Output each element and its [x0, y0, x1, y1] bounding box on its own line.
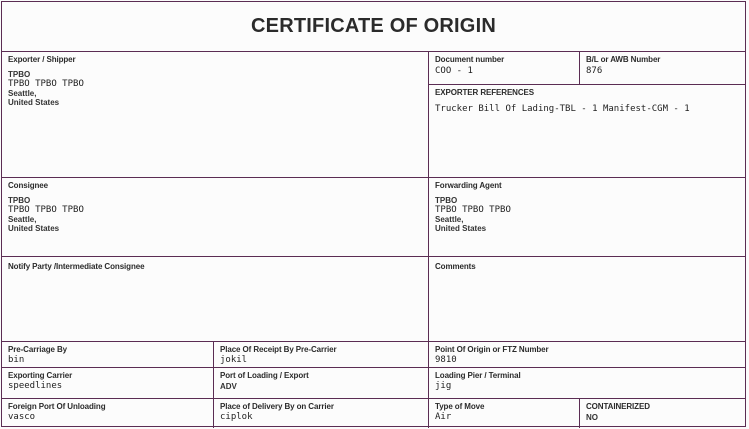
- forwarding-agent-country: United States: [435, 224, 487, 233]
- exporter-city: Seattle,: [8, 89, 37, 98]
- exporting-carrier-label: Exporting Carrier: [8, 371, 73, 380]
- foreign-port-section: [2, 399, 213, 428]
- forwarding-agent-section: [429, 178, 745, 256]
- foreign-port-label: Foreign Port Of Unloading: [8, 402, 106, 411]
- type-of-move-section: [429, 399, 579, 428]
- consignee-city: Seattle,: [8, 215, 37, 224]
- exporter-references-value: Trucker Bill Of Lading-TBL - 1 Manifest-CGM - 1: [435, 104, 690, 114]
- document-number-label: Document number: [435, 55, 505, 64]
- place-of-delivery-value: ciplok: [220, 412, 253, 422]
- consignee-section: [2, 178, 428, 256]
- consignee-name: TPBO: [8, 196, 31, 205]
- containerized-label: CONTAINERIZED: [586, 402, 650, 411]
- forwarding-agent-label: Forwarding Agent: [435, 181, 502, 190]
- document-number-value: COO - 1: [435, 66, 473, 76]
- point-of-origin-label: Point Of Origin or FTZ Number: [435, 345, 549, 354]
- pre-carriage-label: Pre-Carriage By: [8, 345, 67, 354]
- bl-number-value: 876: [586, 66, 603, 76]
- foreign-port-value: vasco: [8, 412, 36, 422]
- loading-pier-value: jig: [435, 381, 452, 391]
- exporter-references-label: EXPORTER REFERENCES: [435, 88, 535, 97]
- document-number-section: [429, 52, 579, 84]
- exporter-label: Exporter / Shipper: [8, 55, 76, 64]
- loading-pier-section: [429, 368, 745, 398]
- type-of-move-value: Air: [435, 412, 452, 422]
- bl-number-label: B/L or AWB Number: [586, 55, 661, 64]
- place-of-receipt-section: [214, 342, 428, 367]
- exporter-address: TPBO TPBO TPBO: [8, 79, 84, 89]
- containerized-value: NO: [586, 413, 598, 422]
- exporting-carrier-value: speedlines: [8, 381, 63, 391]
- exporter-references-section: [429, 85, 745, 177]
- containerized-section: [580, 399, 745, 428]
- pre-carriage-section: [2, 342, 213, 367]
- forwarding-agent-city: Seattle,: [435, 215, 464, 224]
- pre-carriage-value: bin: [8, 355, 25, 365]
- notify-party-label: Notify Party /Intermediate Consignee: [8, 262, 145, 271]
- port-of-loading-label: Port of Loading / Export: [220, 371, 309, 380]
- point-of-origin-section: [429, 342, 745, 367]
- notify-party-section: [2, 257, 428, 341]
- comments-label: Comments: [435, 262, 476, 271]
- exporter-section: [2, 52, 428, 177]
- consignee-country: United States: [8, 224, 60, 233]
- exporter-country: United States: [8, 98, 60, 107]
- exporting-carrier-section: [2, 368, 213, 398]
- point-of-origin-value: 9810: [435, 355, 457, 365]
- forwarding-agent-name: TPBO: [435, 196, 458, 205]
- place-of-receipt-label: Place Of Receipt By Pre-Carrier: [220, 345, 337, 354]
- place-of-delivery-label: Place of Delivery By on Carrier: [220, 402, 334, 411]
- port-of-loading-value: ADV: [220, 382, 237, 391]
- place-of-delivery-section: [214, 399, 428, 428]
- document-title: CERTIFICATE OF ORIGIN: [2, 2, 745, 52]
- exporter-name: TPBO: [8, 70, 31, 79]
- loading-pier-label: Loading Pier / Terminal: [435, 371, 521, 380]
- comments-section: [429, 257, 745, 341]
- certificate-form: [1, 1, 746, 427]
- consignee-address: TPBO TPBO TPBO: [8, 205, 84, 215]
- place-of-receipt-value: jokil: [220, 355, 248, 365]
- consignee-label: Consignee: [8, 181, 48, 190]
- type-of-move-label: Type of Move: [435, 402, 485, 411]
- bl-number-section: [580, 52, 745, 84]
- port-of-loading-section: [214, 368, 428, 398]
- forwarding-agent-address: TPBO TPBO TPBO: [435, 205, 511, 215]
